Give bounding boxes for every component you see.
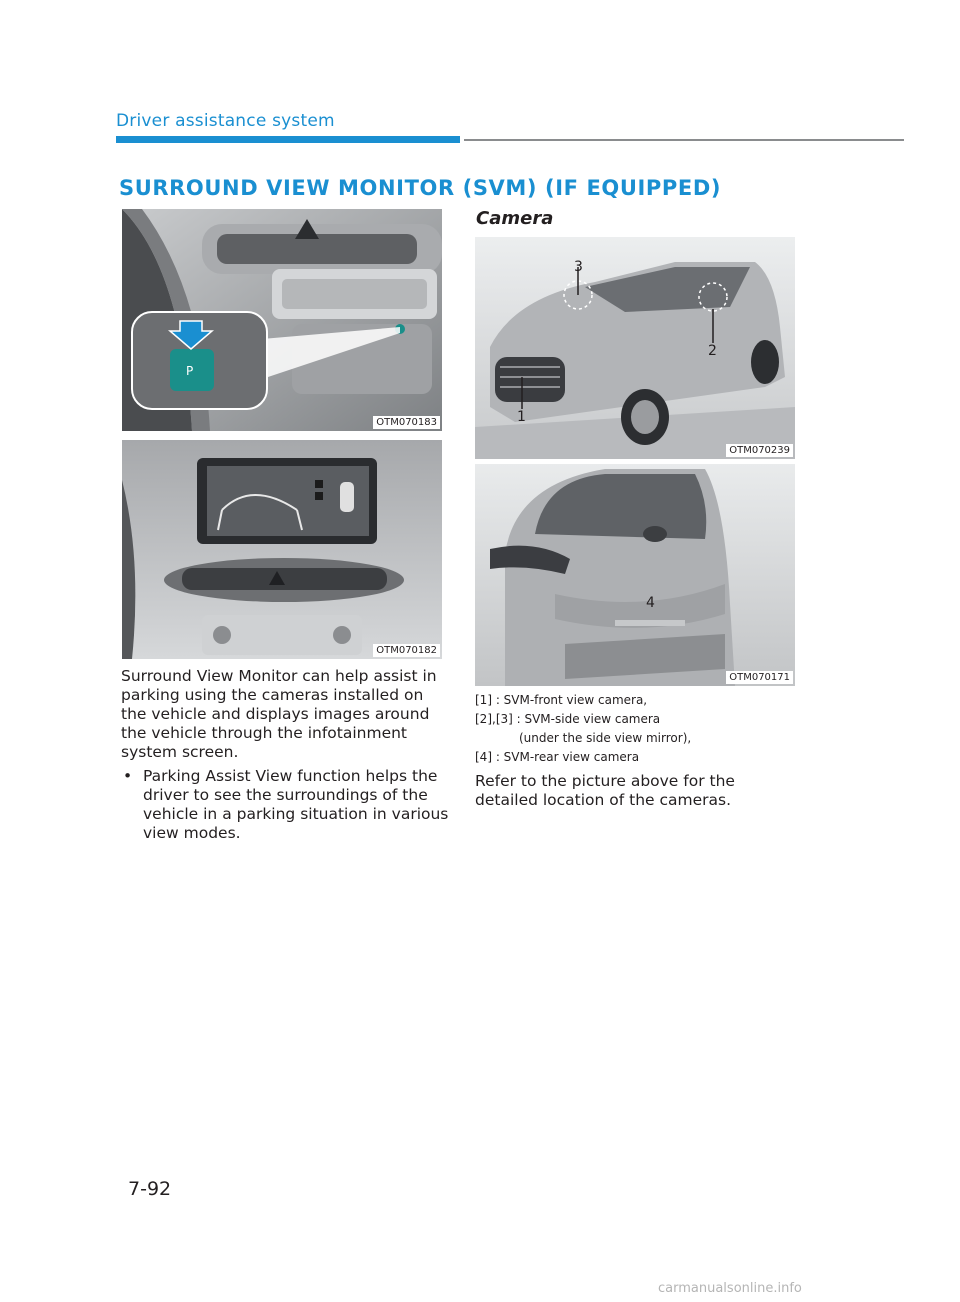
figure-code: OTM070171 <box>726 671 793 684</box>
figure-parking-button-illustration <box>122 209 442 431</box>
callout-1: 1 <box>517 409 526 425</box>
callout-4: 4 <box>646 595 655 611</box>
legend-item: [2],[3] : SVM-side view camera <box>475 712 661 726</box>
camera-paragraph: Refer to the picture above for the detailed location of the cameras. <box>475 772 735 809</box>
camera-legend <box>475 691 795 767</box>
figure-infotainment-screen-illustration <box>122 440 442 659</box>
header-rule-accent <box>116 136 460 143</box>
figure-code: OTM070183 <box>373 416 440 429</box>
bullet-marker: • <box>123 767 133 785</box>
svg-text:P: P <box>186 364 194 378</box>
page-title: SURROUND VIEW MONITOR (SVM) (IF EQUIPPED) <box>119 176 722 200</box>
footer-watermark: carmanualsonline.info <box>658 1281 802 1296</box>
callout-3: 3 <box>574 259 583 275</box>
legend-item: [4] : SVM-rear view camera <box>475 750 640 764</box>
camera-subheading: Camera <box>476 208 554 229</box>
figure-rear-camera-illustration <box>475 464 795 686</box>
page-number: 7-92 <box>128 1178 172 1200</box>
legend-item: [1] : SVM-front view camera, <box>475 693 648 707</box>
figure-parking-button <box>122 209 442 431</box>
intro-paragraph: Surround View Monitor can help assist in parking using the cameras installed on the vehicle and displays images around the vehicle through the infotainment system screen. <box>121 667 437 761</box>
bullet-item <box>121 767 451 843</box>
section-header: Driver assistance system <box>116 111 335 131</box>
figure-rear-camera <box>475 464 795 686</box>
legend-item: (under the side view mirror), <box>519 731 692 745</box>
figure-front-cameras <box>475 237 795 459</box>
figure-code: OTM070239 <box>726 444 793 457</box>
figure-infotainment-screen <box>122 440 442 659</box>
callout-2: 2 <box>708 343 717 359</box>
figure-code: OTM070182 <box>373 644 440 657</box>
header-rule <box>464 139 904 141</box>
bullet-text: Parking Assist View function helps the driver to see the surroundings of the vehicle in a parking situation in various view modes. <box>143 767 449 842</box>
figure-front-cameras-illustration <box>475 237 795 459</box>
